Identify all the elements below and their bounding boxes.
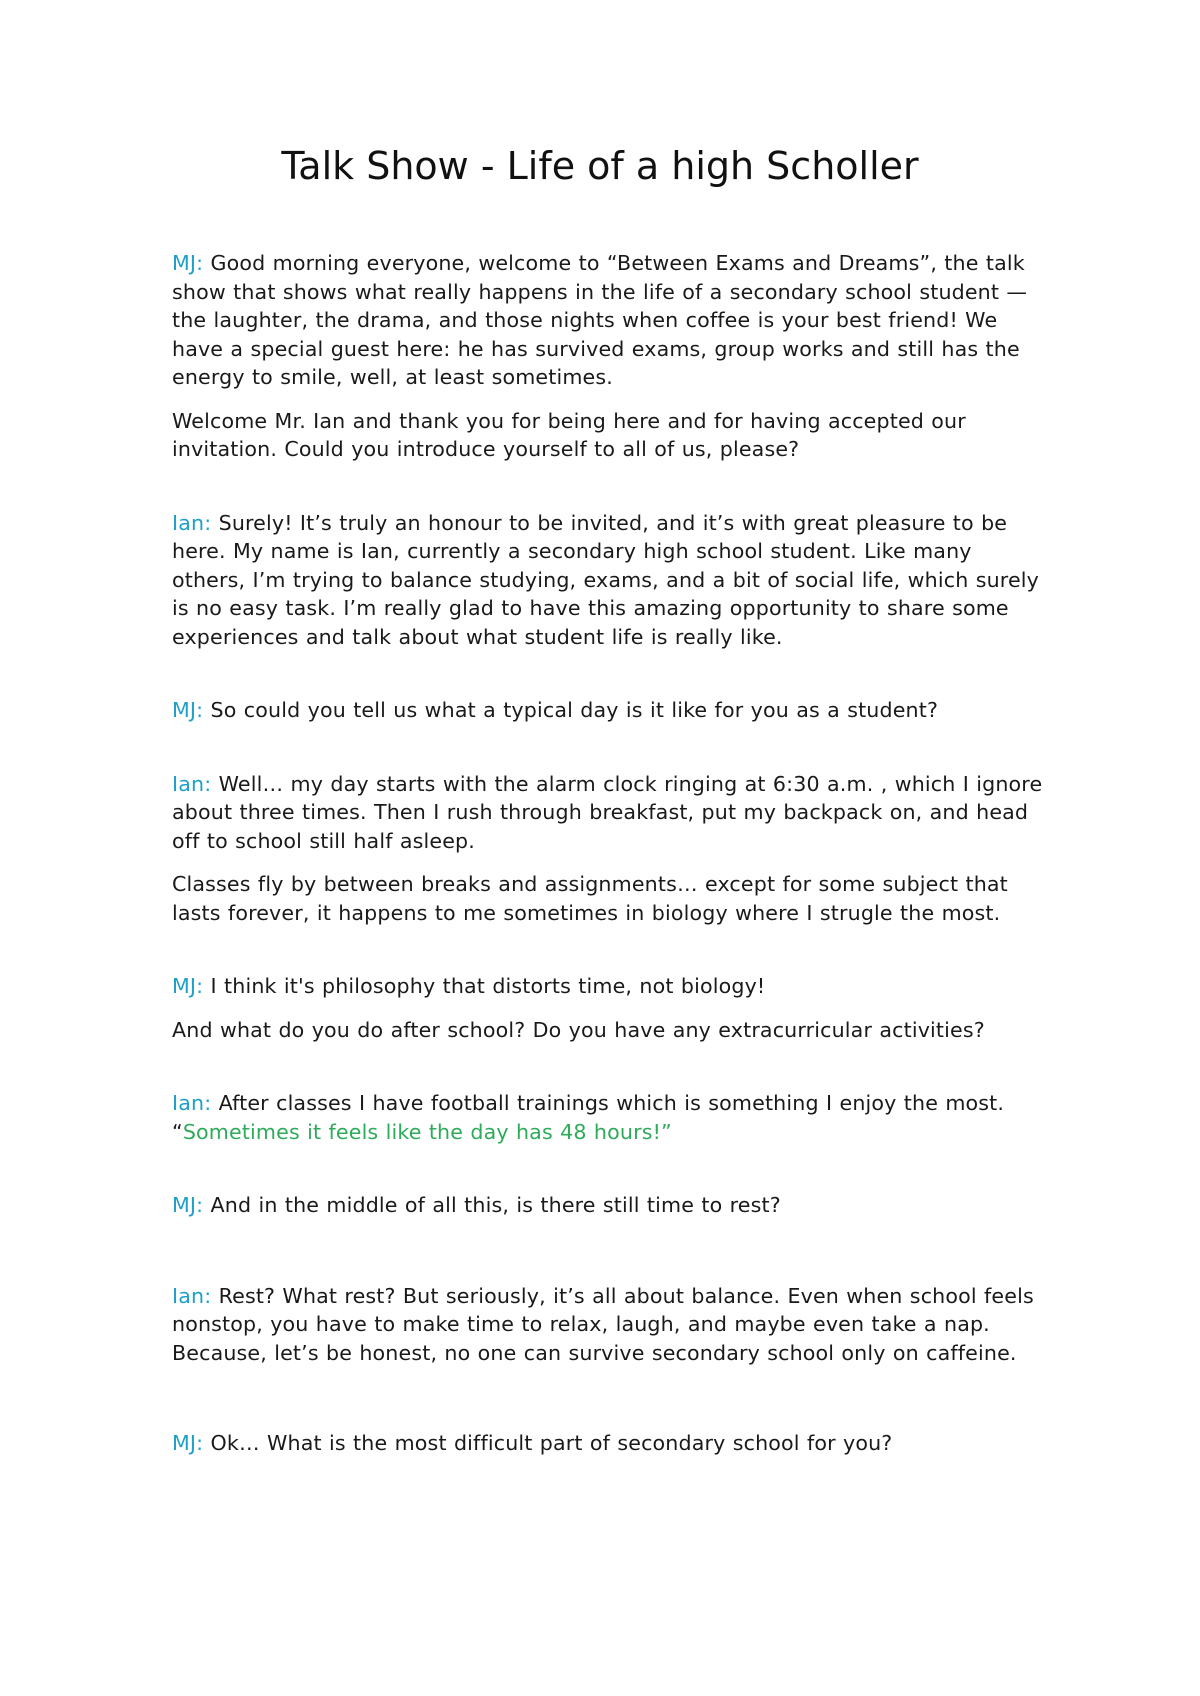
page-title: Talk Show - Life of a high Scholler	[281, 144, 919, 188]
paragraph-mj-rest	[172, 1191, 1052, 1220]
paragraph-gap	[172, 855, 1052, 870]
paragraph-mj-invitation: Welcome Mr. Ian and thank you for being here and for having accepted our invitation. Could you introduce yourself to all of us, please?	[172, 408, 966, 461]
paragraph-mj-after-school: And what do you do after school? Do you have any extracurricular activities?	[172, 1017, 985, 1042]
speaker-label-mj: MJ:	[172, 1193, 204, 1217]
speaker-label-ian: Ian:	[172, 1091, 212, 1115]
paragraph-gap	[172, 1220, 1052, 1282]
speaker-label-mj: MJ:	[172, 698, 204, 722]
paragraph-mj-philosophy	[172, 972, 1052, 1001]
paragraph-gap	[172, 464, 1052, 509]
paragraph-ian-classes: Classes fly by between breaks and assignments… except for some subject that lasts forever, it happens to me sometimes in biology where I strugle the most.	[172, 872, 1008, 925]
paragraph-text: Ok… What is the most difficult part of secondary school for you?	[203, 1431, 893, 1455]
paragraph-ian-football	[172, 1089, 1052, 1146]
paragraph-gap	[172, 927, 1052, 972]
paragraph-ian-morning	[172, 770, 1052, 856]
paragraph-text: Surely! It’s truly an honour to be invited, and it’s with great pleasure to be here. My name is Ian, currently a secondary high school student. Like many others, I’m trying to balance studying, exams, and a bit of social life, which surely is no easy task. I’m really glad to have this amazing opportunity to share some experiences and talk about what student life is really like.	[172, 510, 1039, 649]
paragraph-text: I think it's philosophy that distorts time, not biology!	[203, 974, 766, 998]
speaker-label-ian: Ian:	[172, 510, 212, 535]
paragraph-gap	[172, 725, 1052, 770]
paragraph-text: Well… my day starts with the alarm clock ringing at 6:30 a.m. , which I ignore about three times. Then I rush through breakfast, put my backpack on, and head off to school still half asleep.	[172, 771, 1043, 853]
paragraph-mj-welcome	[172, 249, 1052, 392]
speaker-label-mj: MJ:	[172, 1431, 204, 1455]
paragraph-gap	[172, 1367, 1052, 1429]
paragraph-gap	[172, 392, 1052, 407]
speaker-label-mj: MJ:	[172, 251, 204, 275]
document-body	[172, 249, 1052, 1458]
paragraph-text: Good morning everyone, welcome to “Between Exams and Dreams”, the talk show that shows what really happens in the life of a secondary school student — the laughter, the drama, and those nights when coffee is your best friend! We have a special guest here: he has survived exams, group works and still has the energy to smile, well, at least sometimes.	[172, 251, 1028, 389]
paragraph-gap	[172, 1044, 1052, 1089]
speaker-label-ian: Ian:	[172, 771, 212, 796]
paragraph-text: Rest? What rest? But seriously, it’s all about balance. Even when school feels nonstop, you have to make time to relax, laugh, and maybe even take a nap. Because, let’s be honest, no one can survive secondary school only on caffeine.	[172, 1283, 1034, 1365]
paragraph-ian-balance	[172, 1282, 1052, 1368]
paragraph-text: So could you tell us what a typical day is it like for you as a student?	[203, 698, 939, 722]
paragraph-gap	[172, 651, 1052, 696]
paragraph-gap	[172, 1146, 1052, 1191]
paragraph-text: After classes I have football trainings which is something I enjoy the most. “	[172, 1091, 1005, 1144]
paragraph-mj-difficult	[172, 1429, 1052, 1458]
paragraph-ian-intro	[172, 509, 1052, 652]
paragraph-gap	[172, 1001, 1052, 1016]
highlighted-quote: Sometimes it feels like the day has 48 hours!”	[182, 1119, 672, 1144]
speaker-label-ian: Ian:	[172, 1283, 212, 1308]
paragraph-mj-typical-day	[172, 696, 1052, 725]
paragraph-text: And in the middle of all this, is there still time to rest?	[203, 1193, 781, 1217]
speaker-label-mj: MJ:	[172, 974, 204, 998]
